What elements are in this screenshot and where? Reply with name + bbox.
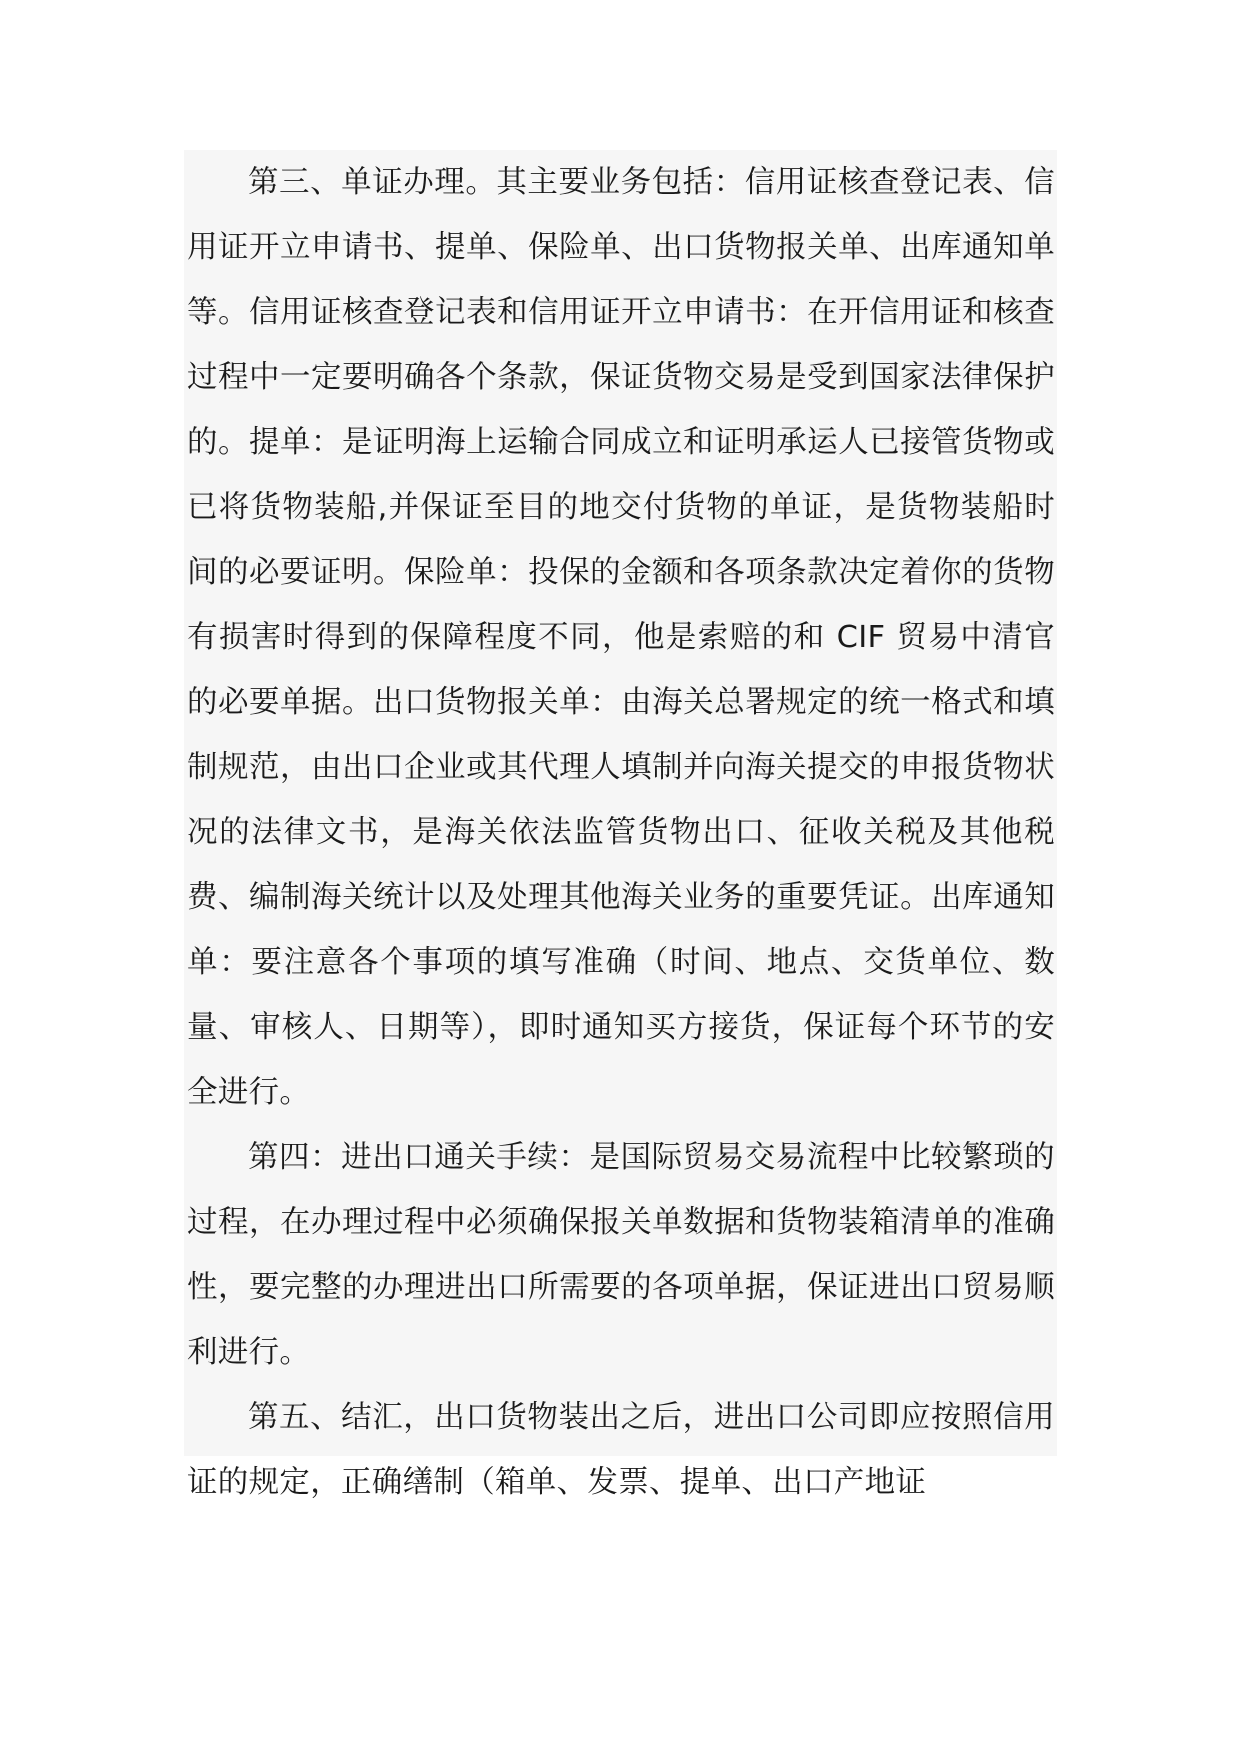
paragraph-document-handling: 第三、单证办理。其主要业务包括：信用证核查登记表、信用证开立申请书、提单、保险单、出口货物报关单、出库通知单等。信用证核查登记表和信用证开立申请书：在开信用证和核查过程中一定要明确各个条款，保证货物交易是受到国家法律保护的。提单：是证明海上运输合同成立和证明承运人已接管货物或已将货物装船,并保证至目的地交付货物的单证，是货物装船时间的必要证明。保险单：投保的金额和各项条款决定着你的货物有损害时得到的保障程度不同，他是索赔的和 CIF 贸易中清官的必要单据。出口货物报关单：由海关总署规定的统一格式和填制规范，由出口企业或其代理人填制并向海关提交的申报货物状况的法律文书，是海关依法监管货物出口、征收关税及其他税费、编制海关统计以及处理其他海关业务的重要凭证。出库通知单：要注意各个事项的填写准确（时间、地点、交货单位、数量、审核人、日期等），即时通知买方接货，保证每个环节的安全进行。 — [187, 165, 1055, 1110]
paragraph-settlement: 第五、结汇，出口货物装出之后，进出口公司即应按照信用证的规定，正确缮制（箱单、发票、提单、出口产地证 — [187, 1400, 1055, 1500]
paragraph-customs-clearance: 第四：进出口通关手续：是国际贸易交易流程中比较繁琐的过程，在办理过程中必须确保报关单数据和货物装箱清单的准确性，要完整的办理进出口所需要的各项单据，保证进出口贸易顺利进行。 — [187, 1140, 1055, 1370]
document-body — [187, 150, 1055, 1515]
